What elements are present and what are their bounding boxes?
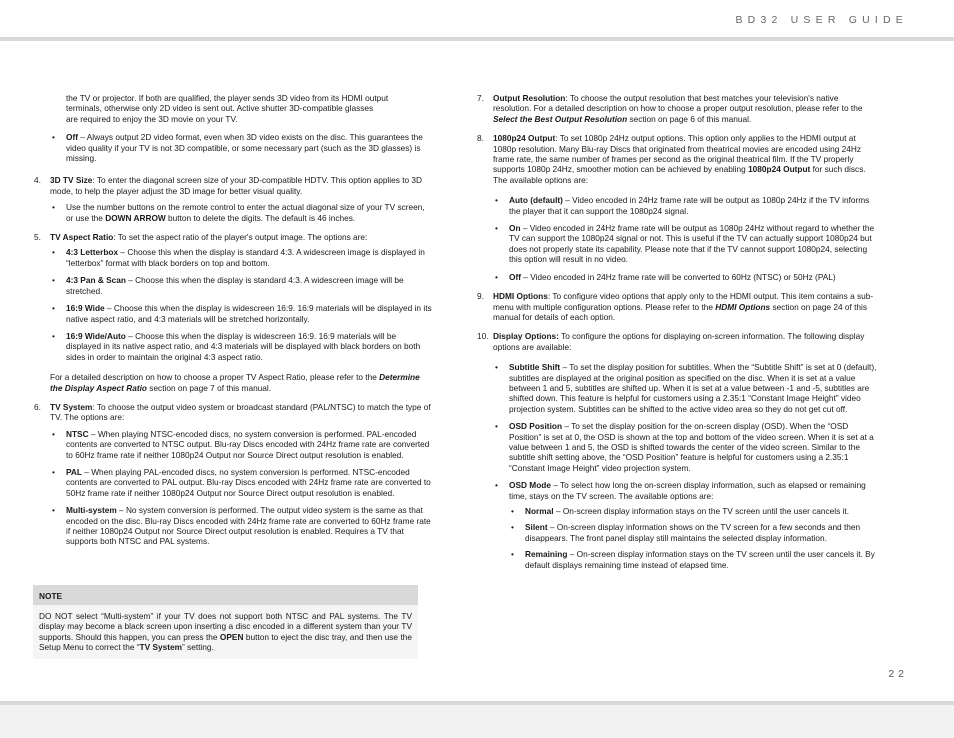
bullet-text: – To set the display position for the on-screen display (OSD). When the “OSD Position” is set at 0, the OSD is shown at the top and bottom of the video screen. When it is set at a value between 1 and 5, the OSD is shifted towards the center of the video screen. Similar to the subtitle shift setting above, the “OSD Position” feature is helpful for customers using a 2.35:1 “Constant Image Height” video projection system.: [509, 421, 874, 473]
item-number: 4.: [34, 175, 41, 186]
bullet-label: Remaining: [525, 549, 568, 560]
item-text: section on page 24 of this manual for details of each option.: [493, 301, 868, 322]
bullet-label: 16:9 Wide/Auto: [66, 330, 126, 341]
reference-link: Determine the Display Aspect Ratio: [50, 372, 420, 393]
item-number: 7.: [477, 93, 484, 103]
bullet-label: OSD Position: [509, 421, 563, 432]
item-label: TV Aspect Ratio: [50, 232, 114, 243]
tv-size-bullet: [50, 202, 432, 223]
intro-line: are required to enjoy the 3D movie on your TV.: [66, 113, 238, 124]
item-text: : To set 1080p 24Hz output options. This option only applies to the HDMI output at 1080p resolution. Many Blu-ray Discs that originated from theatrical movies are encoded using 24Hz frame rate, the same number of frames per second as the original theatrical film. If the TV properly supports 1080p 24Hz, smoother motion can be achieved by enabling: [493, 133, 862, 175]
bullet-label: 4:3 Pan & Scan: [66, 275, 126, 286]
item-number: 8.: [477, 133, 484, 144]
item-tv-aspect-ratio: [34, 232, 432, 393]
bullet-text: – No system conversion is performed. The output video system is the same as that encoded on the disc. Blu-ray Discs encoded with 24Hz frame rate are converted to 60Hz frame rate if neither 1080p24 Output nor Source Direct output resolution is enabled. Requires a TV that supports both NTSC and PAL systems.: [66, 505, 431, 547]
item-text: To configure the options for displaying on-screen information. The following display options are available:: [493, 331, 865, 352]
reference-link: Select the Best Output Resolution: [493, 113, 628, 124]
tv-system-label: TV System: [139, 642, 182, 653]
item-hdmi-options: [477, 291, 879, 322]
bullet-text: – To set the display position for subtitles. When the “Subtitle Shift” is set at 0 (default), subtitles are displayed at the original position as specified on the disc. When it is set at a value between 1 and 5, subtitles are shifted up. When it is set at a value between -1 and -5, subtitles are shifted down. This feature is helpful for customers using a 2.35:1 “Constant Image Height” video projection system. Subtitles can be shifted to the active video area so they do not get cut off.: [509, 362, 877, 414]
bullet-text: – When playing PAL-encoded discs, no system conversion is performed. NTSC-encoded contents are converted to PAL output. Blu-ray Discs encoded with 24Hz frame rate are converted to 50Hz frame rate if neither 1080p24 Output nor Source Direct output resolution is enabled.: [66, 466, 431, 498]
item-text: : To enter the diagonal screen size of your 3D-compatible HDTV. This option applies to 3D mode, to help the player adjust the 3D image for better visual quality.: [50, 175, 423, 196]
bullet-label: Auto (default): [509, 195, 563, 206]
item-label: Display Options:: [493, 331, 559, 342]
bullet-text: – Choose this when the display is widescreen 16:9. 16:9 materials will be displayed in its native aspect ratio, and 4:3 materials will be displayed with black borders on both sides in order to maintain the original 4:3 aspect ratio.: [66, 330, 421, 362]
item-text: : To configure video options that apply only to the HDMI output. This item contains a sub-menu with multiple configuration options. Please refer to the: [493, 291, 874, 312]
tv-system-bullet: [50, 505, 432, 547]
bullet-label: Multi-system: [66, 505, 117, 516]
intro-line: the TV or projector. If both are qualified, the player sends 3D video from its HDMI output: [66, 93, 389, 103]
bullet-text: – Video encoded in 24Hz frame rate will be converted to 60Hz (NTSC) or 50Hz (PAL): [520, 271, 836, 282]
item-3d-tv-size: [34, 175, 432, 223]
header-rule: [0, 37, 954, 41]
bullet-text: – On-screen display information shows on the TV screen for a few seconds and then disappears. The front panel display still maintains the selected display information.: [525, 522, 861, 543]
left-column: [34, 93, 432, 556]
off-3d-bullet: [50, 132, 432, 163]
display-bullet: [493, 480, 879, 570]
item-text: section on page 6 of this manual.: [627, 113, 752, 124]
aspect-bullet: [50, 331, 432, 362]
bullet-text: – When playing NTSC-encoded discs, no system conversion is performed. PAL-encoded contents are converted to NTSC output. Blu-ray Discs encoded with 24Hz frame rate are converted to 60Hz frame rate if neither 1080p24 Output nor Source Direct output resolution is enabled.: [66, 428, 430, 460]
bullet-label: 16:9 Wide: [66, 303, 105, 314]
osd-mode-option: [509, 506, 879, 516]
bullet-text: – On-screen display information stays on the TV screen until the user cancels it. By default displays remaining time instead of elapsed time.: [525, 549, 875, 570]
item-label: Output Resolution: [493, 93, 566, 103]
item-text: : To choose the output video system or broadcast standard (PAL/NTSC) to match the type of TV. The options are:: [50, 401, 431, 423]
bullet-text: – Always output 2D video format, even when 3D video exists on the disc. This guarantees the video quality if your TV is not 3D compatible, or some necessary part (such as the 3D glasses) is missing.: [66, 132, 423, 164]
bullet-label: NTSC: [66, 428, 89, 439]
item-text: : To choose the output resolution that best matches your television's native resolution. For a detailed description on how to choose a proper output resolution, please refer to the: [493, 93, 863, 114]
osd-mode-option: [509, 522, 879, 543]
bullet-text: – To select how long the on-screen display information, such as elapsed or remaining time, stays on the TV screen. The available options are:: [509, 480, 866, 501]
display-bullet: [493, 362, 879, 414]
page-number: 22: [888, 668, 908, 680]
bullet-text: – Choose this when the display is standard 4:3. A widescreen image will be stretched.: [66, 275, 404, 296]
bullet-label: 4:3 Letterbox: [66, 247, 119, 258]
bullet-label: On: [509, 223, 521, 234]
tv-system-bullet: [50, 467, 432, 498]
item-label: 1080p24 Output: [493, 133, 556, 144]
item-text: : To set the aspect ratio of the player's output image. The options are:: [113, 232, 368, 243]
1080p24-bullet: [493, 223, 879, 265]
bullet-text: – Video encoded in 24Hz frame rate will be output as 1080p 24Hz if the TV informs the player that it can support the 1080p24 signal.: [509, 195, 870, 216]
bullet-label: Subtitle Shift: [509, 362, 561, 373]
bullet-text: – Choose this when the display is widescreen 16:9. 16:9 materials will be displayed in its native aspect ratio, and 4:3 materials will be stretched horizontally.: [66, 303, 432, 324]
aspect-bullet: [50, 275, 432, 296]
bullet-label: Normal: [525, 506, 554, 516]
aspect-reference: [50, 372, 432, 393]
note-box: [33, 585, 418, 659]
bullet-text: – On-screen display information stays on the TV screen until the user cancels it.: [553, 506, 850, 516]
item-label: HDMI Options: [493, 291, 548, 302]
note-text: ” setting.: [181, 642, 214, 653]
bullet-text: button to delete the digits. The default is 46 inches.: [165, 212, 356, 223]
note-text: button to eject the disc tray, and then use the Setup Menu to correct the “: [39, 631, 412, 653]
note-title: NOTE: [33, 585, 418, 605]
bullet-text: Use the number buttons on the remote control to enter the actual diagonal size of your TV screen, or use the: [66, 202, 425, 223]
bullet-label: Off: [66, 132, 78, 143]
item-number: 9.: [477, 291, 484, 302]
item-label: 3D TV Size: [50, 175, 93, 186]
reference-text: section on page 7 of this manual.: [146, 382, 272, 393]
note-body: [33, 605, 418, 659]
guide-title: BD32 USER GUIDE: [735, 14, 908, 26]
item-number: 6.: [34, 401, 41, 412]
bullet-text: – Choose this when the display is standard 4:3. A widescreen image is displayed in “letterbox” format with black borders on top and bottom.: [66, 247, 425, 268]
reference-text: For a detailed description on how to choose a proper TV Aspect Ratio, please refer to the: [50, 372, 380, 383]
item-number: 10.: [477, 331, 489, 342]
item-display-options: [477, 331, 879, 570]
bullet-label: Silent: [525, 522, 548, 533]
aspect-bullet: [50, 303, 432, 324]
1080p24-bullet: [493, 195, 879, 216]
intro-line: terminals, otherwise only 2D video is sent out. Active shutter 3D-compatible glasses: [66, 103, 374, 114]
right-column: [477, 93, 879, 579]
item-output-resolution: [477, 93, 879, 124]
item-text: for such discs. The available options are:: [493, 164, 866, 185]
bullet-label: Off: [509, 271, 521, 282]
down-arrow-label: DOWN ARROW: [105, 212, 166, 223]
bullet-label: PAL: [66, 466, 82, 477]
display-bullet: [493, 421, 879, 473]
item-bold: 1080p24 Output: [748, 164, 811, 175]
item-1080p24-output: [477, 133, 879, 282]
osd-mode-option: [509, 549, 879, 570]
note-text: DO NOT select “Multi-system” if your TV does not support both NTSC and PAL systems. The TV display may become a black screen upon inserting a disc encoded in a different system than your TV supports. Should this happen, you can press the: [39, 611, 412, 642]
bullet-text: – Video encoded in 24Hz frame rate will be output as 1080p 24Hz without regard to whether the TV can support the 1080p24 signal or not. This is useful if the TV can actually support 1080p24 but does not properly state its capability. Please note that if the TV cannot support 1080p24, selecting this option will result in no video.: [509, 223, 875, 265]
tv-system-bullet: [50, 429, 432, 460]
1080p24-bullet: [493, 272, 879, 282]
intro-paragraph: [50, 93, 432, 124]
bullet-label: OSD Mode: [509, 480, 551, 491]
footer-band: [0, 701, 954, 738]
item-number: 5.: [34, 232, 41, 243]
reference-link: HDMI Options: [715, 301, 771, 312]
open-button-label: OPEN: [219, 631, 244, 642]
item-tv-system: [34, 402, 432, 547]
item-label: TV System: [50, 401, 93, 412]
aspect-bullet: [50, 247, 432, 268]
